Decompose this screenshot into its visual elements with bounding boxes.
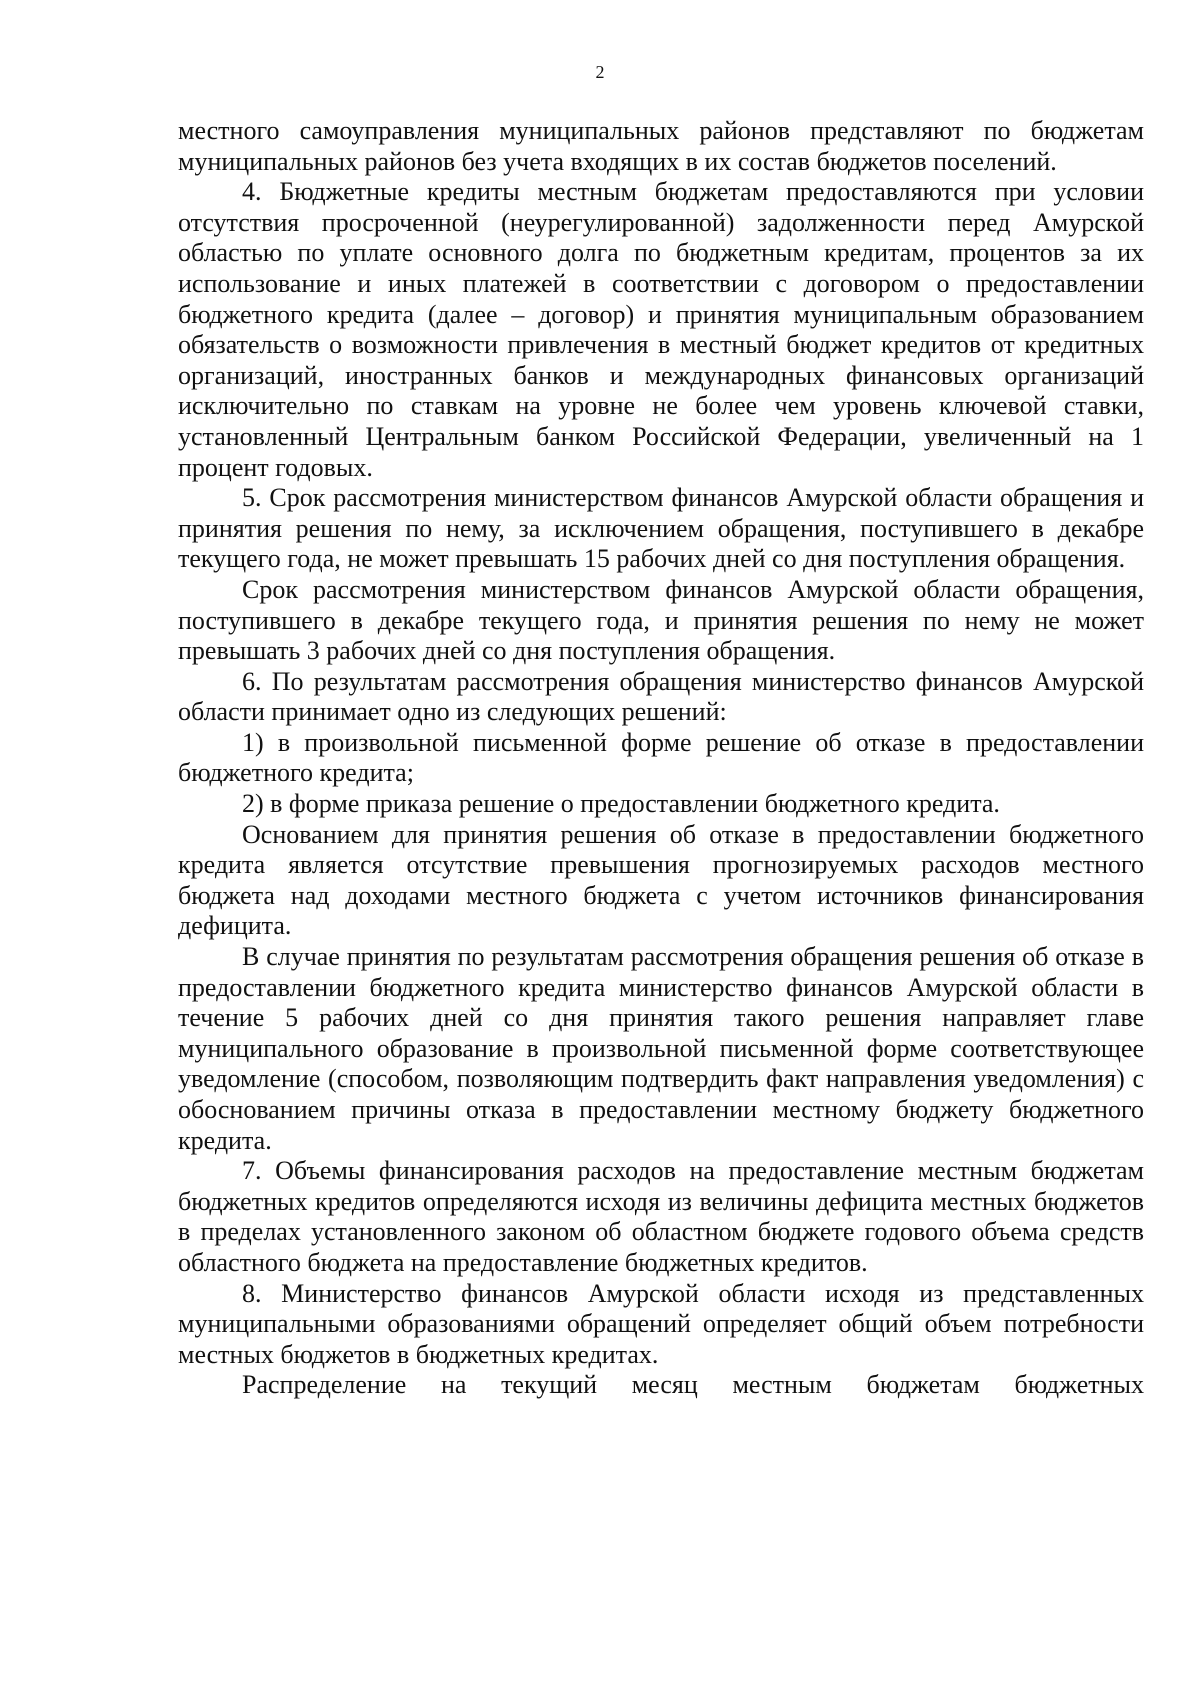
paragraph-refusal-basis: Основанием для принятия решения об отказе в предоставлении бюджетного кредита является отсутствие превышения прогнозируемых расходов местного бюджета над доходами местного бюджета с учетом источников финансирования дефицита. [178, 819, 1144, 941]
paragraph-item-6: 6. По результатам рассмотрения обращения министерство финансов Амурской области принимает одно из следующих решений: [178, 666, 1144, 727]
paragraph-december-term: Срок рассмотрения министерством финансов Амурской области обращения, поступившего в декабре текущего года, и принятия решения по нему не может превышать 3 рабочих дней со дня поступления обращения. [178, 574, 1144, 666]
paragraph-continuation: местного самоуправления муниципальных районов представляют по бюджетам муниципальных районов без учета входящих в их состав бюджетов поселений. [178, 116, 1144, 176]
paragraph-item-7: 7. Объемы финансирования расходов на предоставление местным бюджетам бюджетных кредитов определяются исходя из величины дефицита местных бюджетов в пределах установленного законом об областном бюджете годового объема средств областного бюджета на предоставление бюджетных кредитов. [178, 1156, 1144, 1277]
paragraph-refusal-notice: В случае принятия по результатам рассмотрения обращения решения об отказе в предоставлении бюджетного кредита министерство финансов Амурской области в течение 5 рабочих дней со дня принятия такого решения направляет главе муниципального образование в произвольной письменной форме соответствующее уведомление (способом, позволяющим подтвердить факт направления уведомления) с обоснованием причины отказа в предоставлении местному бюджету бюджетного кредита. [178, 942, 1144, 1155]
paragraph-distribution: Распределение на текущий месяц местным бюджетам бюджетных [242, 1370, 1144, 1400]
paragraph-subitem-2: 2) в форме приказа решение о предоставлении бюджетного кредита. [242, 789, 1000, 819]
paragraph-subitem-1: 1) в произвольной письменной форме решение об отказе в предоставлении бюджетного кредита; [178, 727, 1144, 788]
document-body [178, 116, 1144, 1401]
paragraph-item-8: 8. Министерство финансов Амурской области исходя из представленных муниципальными образованиями обращений определяет общий объем потребности местных бюджетов в бюджетных кредитах. [178, 1278, 1144, 1369]
paragraph-item-4: 4. Бюджетные кредиты местным бюджетам предоставляются при условии отсутствия просроченной (неурегулированной) задолженности перед Амурской областью по уплате основного долга по бюджетным кредитам, процентов за их использование и иных платежей в соответствии с договором о предоставлении бюджетного кредита (далее – договор) и принятия муниципальным образованием обязательств о возможности привлечения в местный бюджет кредитов от кредитных организаций, иностранных банков и международных финансовых организаций исключительно по ставкам на уровне не более чем уровень ключевой ставки, установленный Центральным банком Российской Федерации, увеличенный на 1 процент годовых. [178, 177, 1144, 482]
page-number: 2 [595, 62, 605, 82]
paragraph-item-5: 5. Срок рассмотрения министерством финансов Амурской области обращения и принятия решения по нему, за исключением обращения, поступившего в декабре текущего года, не может превышать 15 рабочих дней со дня поступления обращения. [178, 483, 1144, 574]
